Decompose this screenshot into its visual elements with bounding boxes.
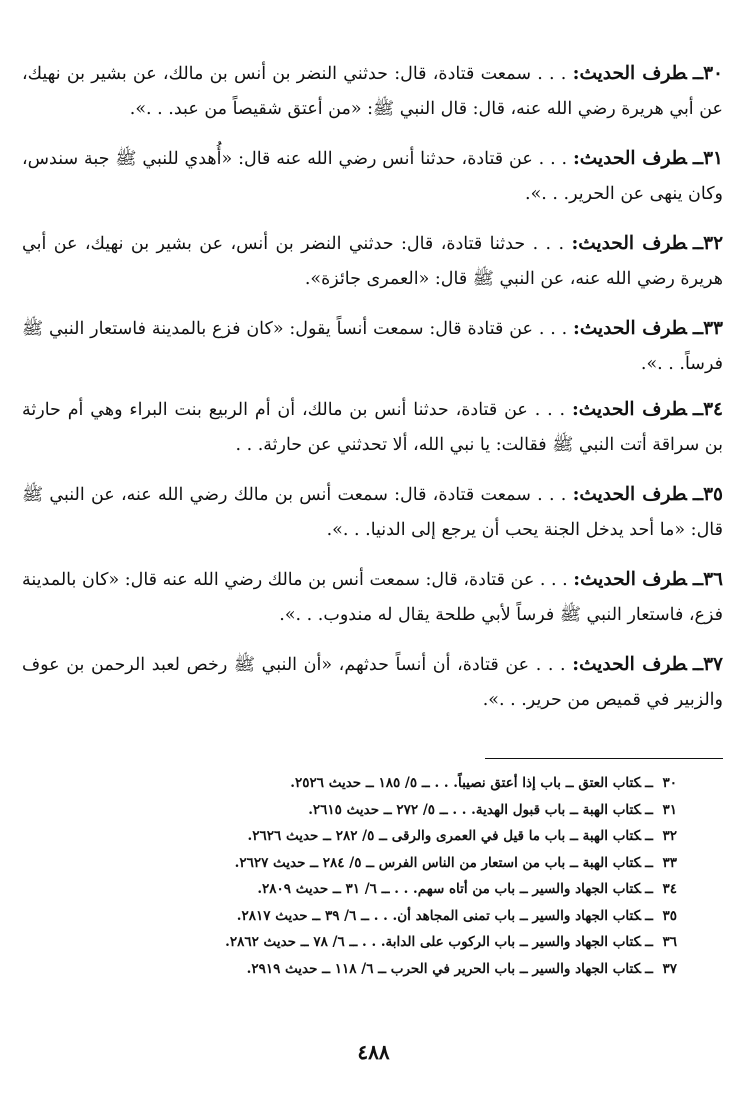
entry-text: . . . سمعت قتادة، قال: حدثني النضر بن أنس بن مالك، عن بشير بن نهيك، عن أبي هريرة رضي الله عنه، قال: قال النبي ﷺ: «من أعتق شقيصاً من عبد. . .». [22,64,723,119]
hadith-entry-33 [22,311,723,382]
footnote-text: كتاب الجهاد والسير ــ باب من أتاه سهم. . . ــ ٦/ ٣١ ــ حديث ٢٨٠٩. [257,881,642,897]
footnote-dash: ــ [645,854,653,871]
entry-dash: ــ [692,485,704,505]
footnote-text: كتاب الجهاد والسير ــ باب الحرير في الحرب ــ ٦/ ١١٨ ــ حديث ٢٩١٩. [246,960,642,977]
footnote-text: كتاب الهبة ــ باب قبول الهدية. . . ــ ٥/ ٢٧٢ ــ حديث ٢٦١٥. [308,801,642,818]
entry-label: طرف الحديث: [572,148,687,169]
footnote-36 [30,929,677,956]
footnote-number: ٣٠ [662,775,677,791]
footnote-number: ٣٤ [662,881,677,897]
hadith-entry-36 [22,562,723,633]
entry-text: . . . عن قتادة، حدثنا أنس بن مالك، أن أم الربيع بنت البراء وهي أم حارثة بن سراقة أتت النبي ﷺ فقالت: يا نبي الله، ألا تحدثني عن حارثة. . . [22,400,723,455]
entry-number: ٣٠ [703,63,723,84]
footnote-number: ٣٢ [662,828,677,844]
footnote-number: ٣٣ [662,854,677,871]
entry-text: . . . سمعت قتادة، قال: سمعت أنس بن مالك رضي الله عنه، عن النبي ﷺ قال: «ما أحد يدخل الجنة يحب أن يرجع إلى الدنيا. . .». [22,485,723,540]
footnote-dash: ــ [645,775,653,791]
hadith-entry-31 [22,141,723,212]
hadith-entries [22,56,723,732]
entry-text: . . . عن قتادة، أن أنساً حدثهم، «أن النبي ﷺ رخص لعبد الرحمن بن عوف والزبير في قميص من حرير. . .». [22,655,723,710]
entry-label: طرف الحديث: [572,63,687,84]
entry-text: . . . عن قتادة، قال: سمعت أنس بن مالك رضي الله عنه قال: «كان بالمدينة فزع، فاستعار النبي ﷺ فرساً لأبي طلحة يقال له مندوب. . .». [22,570,723,625]
hadith-entry-30 [22,56,723,127]
footnote-text: كتاب الهبة ــ باب من استعار من الناس الفرس ــ ٥/ ٢٨٤ ــ حديث ٢٦٢٧. [234,854,642,871]
entry-number: ٣٢ [703,233,724,254]
footnote-34 [30,876,677,903]
page-number: ٤٨٨ [357,1040,390,1064]
entry-text: . . . عن قتادة، حدثنا أنس رضي الله عنه قال: «أُهدي للنبي ﷺ جبة سندس، وكان ينهى عن الحرير. . .». [22,149,723,204]
entry-text: . . . عن قتادة قال: سمعت أنساً يقول: «كان فزع بالمدينة فاستعار النبي ﷺ فرساً. . .». [22,319,723,374]
entry-number: ٣٦ [703,569,723,590]
entry-label: طرف الحديث: [573,318,687,339]
footnote-text: كتاب الهبة ــ باب ما قيل في العمرى والرقى ــ ٥/ ٢٨٢ ــ حديث ٢٦٢٦. [247,828,642,844]
entry-number: ٣٤ [703,399,723,420]
footnote-31 [30,797,677,824]
footnote-33 [30,850,677,877]
hadith-entry-35 [22,477,723,548]
entry-text: . . . حدثنا قتادة، قال: حدثني النضر بن أنس، عن بشير بن نهيك، عن أبي هريرة رضي الله عنه، عن النبي ﷺ قال: «العمرى جائزة». [22,234,723,289]
hadith-entry-34 [22,392,723,463]
entry-number: ٣١ [703,148,723,169]
footnote-text: كتاب الجهاد والسير ــ باب الركوب على الدابة. . . ــ ٦/ ٧٨ ــ حديث ٢٨٦٢. [225,934,642,950]
footnote-32 [30,823,677,850]
footnote-dash: ــ [645,828,653,844]
footnote-number: ٣٧ [662,960,677,977]
footnote-dash: ــ [645,907,653,924]
footnote-dash: ــ [645,801,653,818]
entry-number: ٣٥ [703,484,723,505]
entry-dash: ــ [692,64,704,84]
footnote-37 [30,956,677,983]
entry-dash: ــ [692,570,704,590]
entry-label: طرف الحديث: [572,654,687,675]
footnote-dash: ــ [645,934,653,950]
entry-dash: ــ [692,400,704,420]
entry-dash: ــ [692,319,704,339]
footnote-text: كتاب الجهاد والسير ــ باب تمنى المجاهد أن. . . ــ ٦/ ٣٩ ــ حديث ٢٨١٧. [236,907,642,924]
entry-dash: ــ [692,234,704,254]
footnote-dash: ــ [645,960,653,977]
hadith-entry-32 [22,226,723,297]
footnote-dash: ــ [645,881,653,897]
footnote-number: ٣١ [662,801,677,818]
entry-label: طرف الحديث: [573,569,687,590]
entry-label: طرف الحديث: [572,484,687,505]
footnote-divider [485,758,723,759]
entry-label: طرف الحديث: [571,399,687,420]
footnote-number: ٣٥ [662,907,677,924]
entry-number: ٣٣ [703,318,723,339]
hadith-entry-37 [22,647,723,718]
entry-number: ٣٧ [703,654,723,675]
entry-dash: ــ [692,655,704,675]
footnote-30 [30,770,677,797]
entry-dash: ــ [692,149,704,169]
footnote-35 [30,903,677,930]
footnote-number: ٣٦ [662,934,677,950]
footnotes [30,770,677,982]
entry-label: طرف الحديث: [571,233,687,254]
footnote-text: كتاب العتق ــ باب إذا أعتق نصيباً. . . ــ ٥/ ١٨٥ ــ حديث ٢٥٢٦. [290,775,642,791]
